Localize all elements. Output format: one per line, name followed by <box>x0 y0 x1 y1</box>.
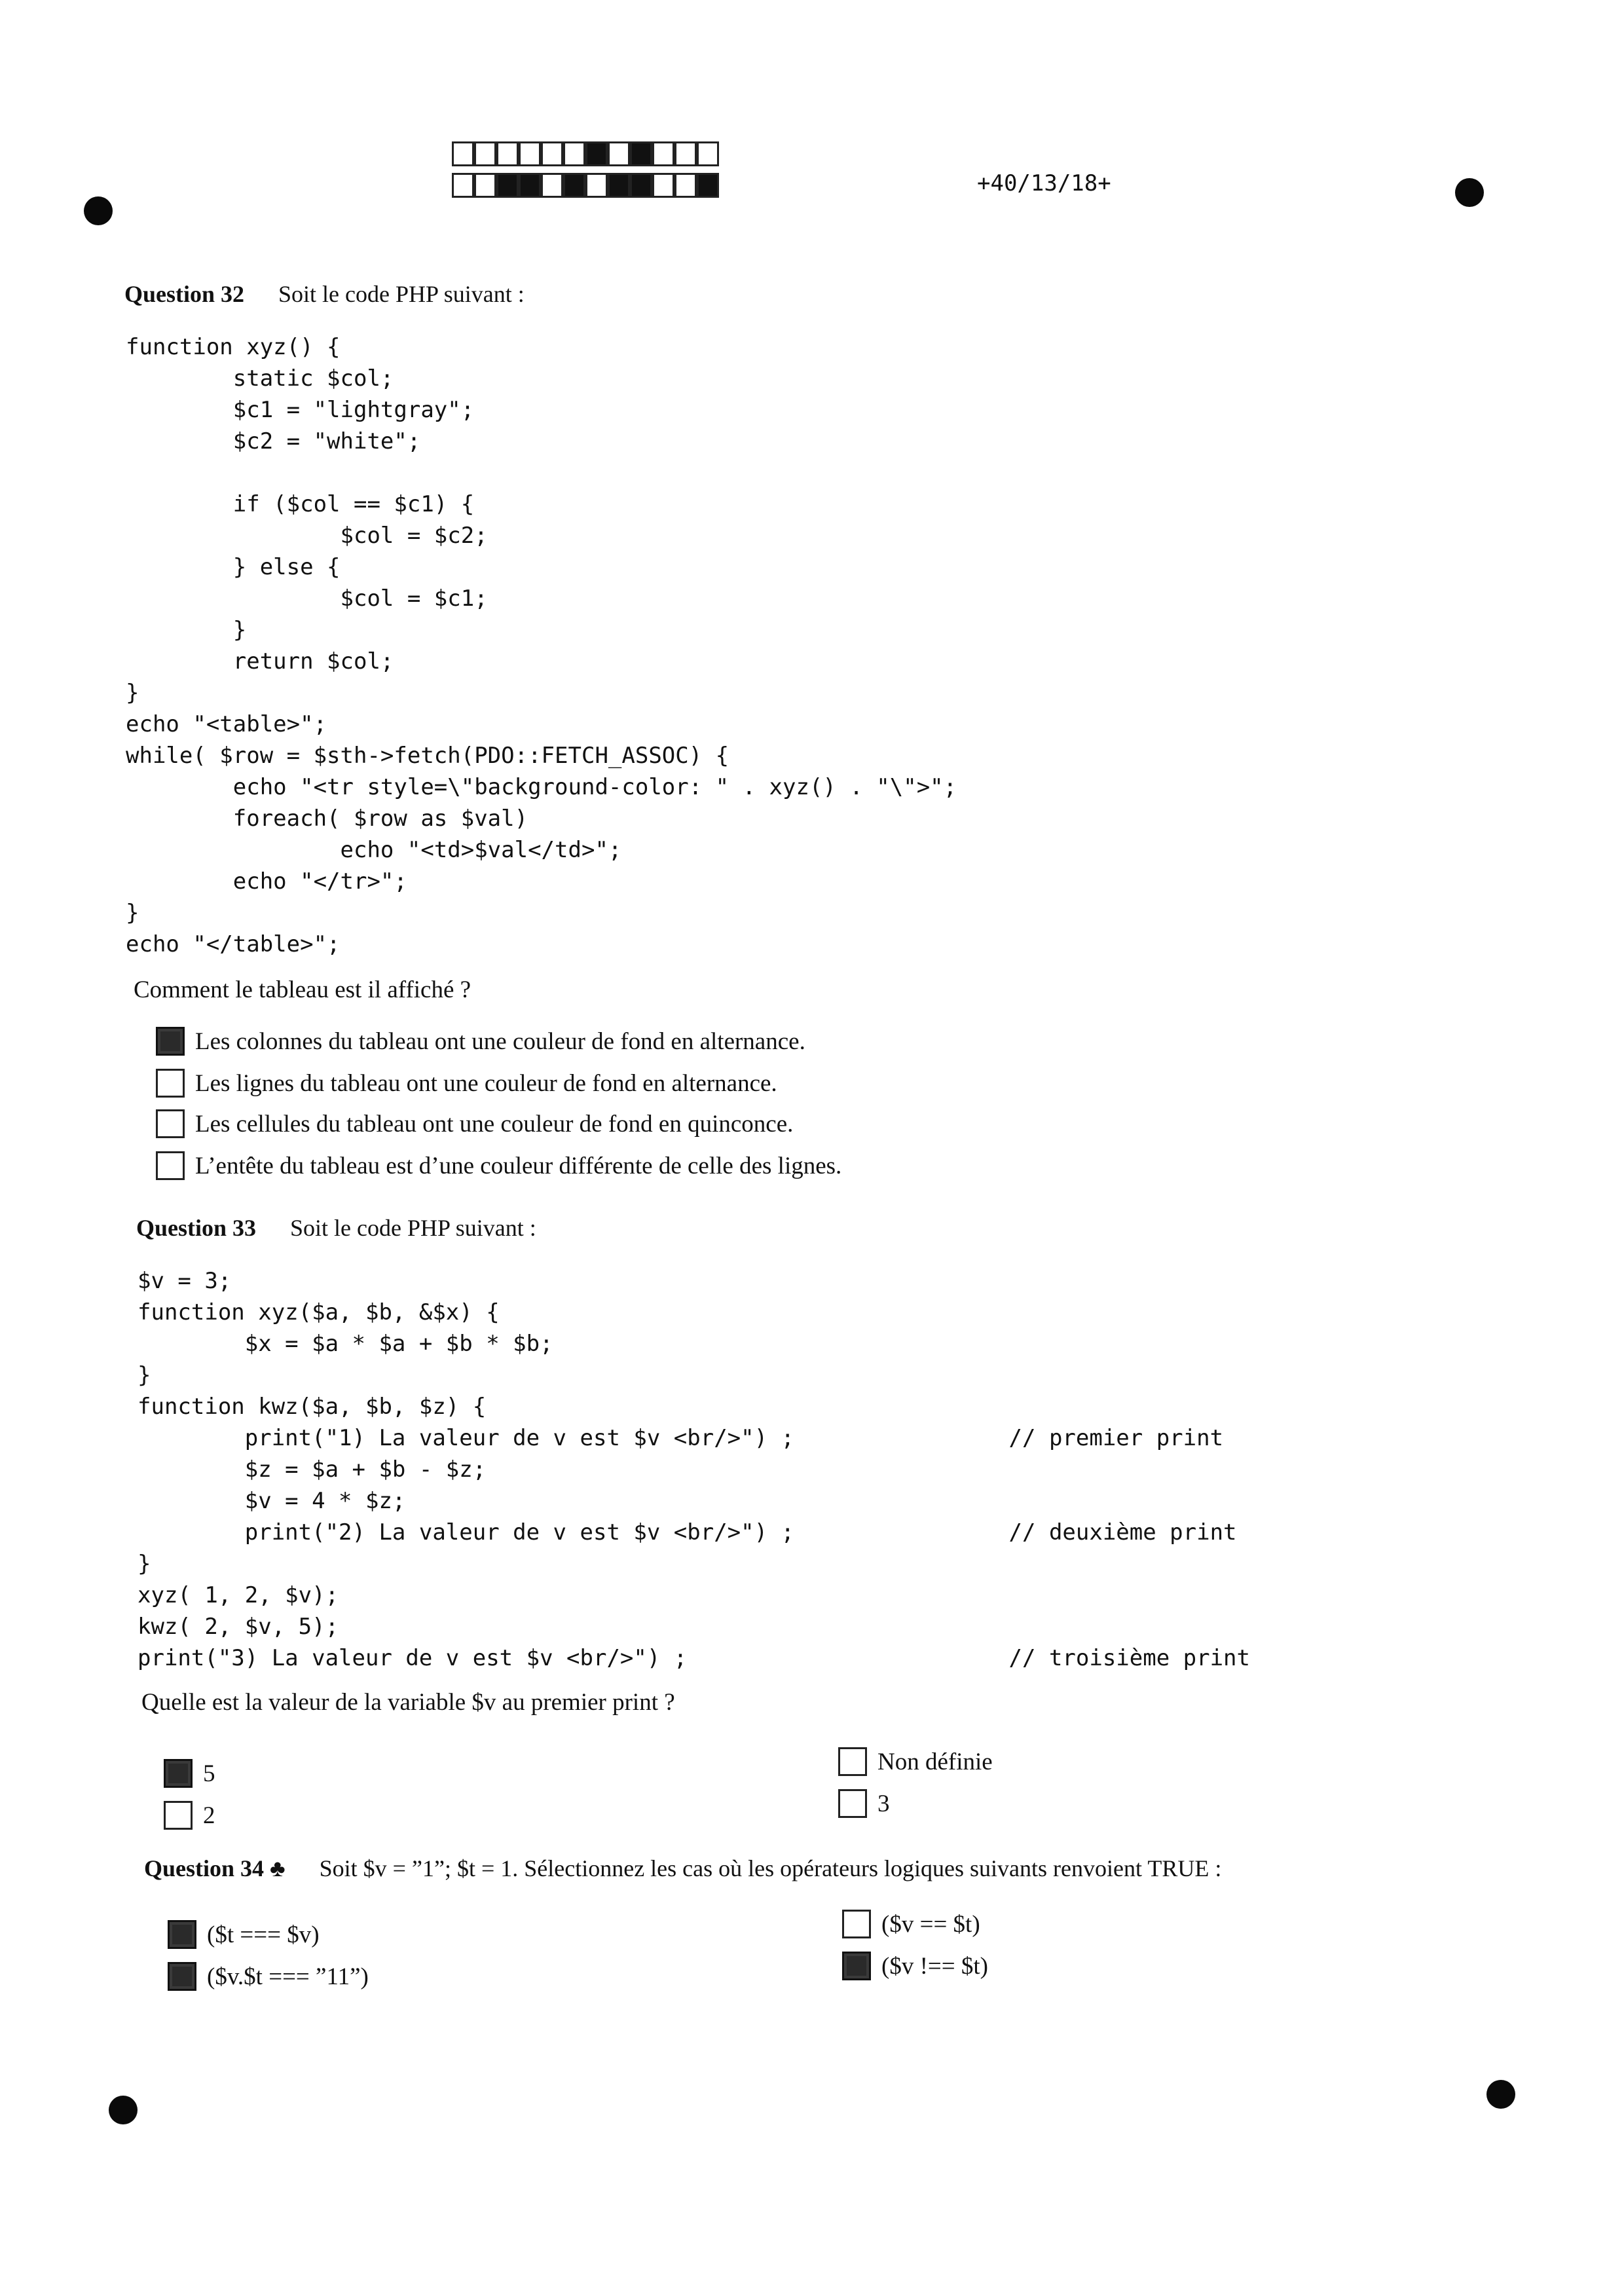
registration-dot-top-right <box>1455 178 1484 207</box>
barcode-cell <box>474 141 496 166</box>
answer-choice[interactable] <box>156 1069 777 1098</box>
question-32-header <box>124 280 525 308</box>
question-text: Soit le code PHP suivant : <box>290 1215 536 1241</box>
question-prompt: Quelle est la valeur de la variable $v au premier print ? <box>141 1689 675 1716</box>
checkbox[interactable] <box>168 1962 196 1991</box>
barcode-cell <box>541 141 563 166</box>
answer-choice[interactable] <box>838 1747 993 1776</box>
barcode-cell <box>608 141 630 166</box>
php-code-block: function xyz() { static $col; $c1 = "lightgray"; $c2 = "white"; if ($col == $c1) { $col = $c2; } else { $col = $c1; } return $col; } echo "<table>"; while( $row = $sth->fetch(PDO::FETCH_ASSOC) { echo "<tr style=\"background-color: " . xyz() . "\">"; foreach( $row as $val) echo "<td>$val</td>"; echo "</tr>"; } echo "</table>"; <box>126 334 957 957</box>
barcode-cell <box>697 141 719 166</box>
question-34-header <box>144 1855 1221 1882</box>
barcode-cell <box>585 141 608 166</box>
answer-choice[interactable] <box>164 1801 215 1830</box>
question-label: Question 34 ♣ <box>144 1855 286 1881</box>
answer-choice[interactable] <box>156 1027 805 1056</box>
barcode-cell <box>674 173 697 198</box>
barcode-cell <box>496 173 519 198</box>
choice-label: 5 <box>203 1760 215 1787</box>
question-text: Soit le code PHP suivant : <box>278 281 525 307</box>
barcode-cell <box>452 173 474 198</box>
checkbox[interactable] <box>156 1109 185 1138</box>
barcode-cell <box>474 173 496 198</box>
question-label: Question 33 <box>136 1215 257 1241</box>
barcode-cell <box>519 141 541 166</box>
barcode-cell <box>541 173 563 198</box>
checkbox[interactable] <box>842 1952 871 1980</box>
choice-label: 2 <box>203 1802 215 1829</box>
choice-label: 3 <box>877 1790 890 1817</box>
choice-label: ($v.$t === ”11”) <box>207 1963 369 1990</box>
checkbox[interactable] <box>156 1069 185 1098</box>
question-33-header <box>136 1214 536 1242</box>
php-code-block: $v = 3; function xyz($a, $b, &$x) { $x = $a * $a + $b * $b; } function kwz($a, $b, $z) { print("1) La valeur de v est $v <br/>") ; // premier print $z = $a + $b - $z; $v = 4 * $z; print("2) La valeur de v est $v <br/>") ; // deuxième print } xyz( 1, 2, $v); kwz( 2, $v, 5); print("3) La valeur de v est $v <br/>") ; // troisième print <box>138 1268 1250 1671</box>
barcode-cell <box>697 173 719 198</box>
answer-choice[interactable] <box>168 1962 369 1991</box>
answer-choice[interactable] <box>156 1109 793 1138</box>
choice-label: L’entête du tableau est d’une couleur différente de celle des lignes. <box>195 1152 842 1179</box>
copy-id: +40/13/18+ <box>977 170 1111 196</box>
question-text: Soit $v = ”1”; $t = 1. Sélectionnez les cas où les opérateurs logiques suivants renvoient TRUE : <box>319 1855 1222 1881</box>
barcode-cell <box>496 141 519 166</box>
registration-dot-top-left <box>84 196 113 225</box>
checkbox[interactable] <box>842 1910 871 1938</box>
question-label: Question 32 <box>124 281 245 307</box>
question-prompt: Comment le tableau est il affiché ? <box>134 976 471 1003</box>
answer-choice[interactable] <box>838 1789 890 1818</box>
barcode-cell <box>652 173 674 198</box>
answer-choice[interactable] <box>842 1952 988 1980</box>
barcode-cell <box>630 173 652 198</box>
choice-label: ($t === $v) <box>207 1921 320 1948</box>
checkbox[interactable] <box>838 1747 867 1776</box>
checkbox[interactable] <box>164 1759 193 1788</box>
registration-dot-bottom-left <box>109 2096 138 2124</box>
checkbox[interactable] <box>156 1027 185 1056</box>
barcode-cell <box>519 173 541 198</box>
registration-dot-bottom-right <box>1486 2080 1515 2109</box>
barcode-cell <box>608 173 630 198</box>
barcode-cell <box>563 173 585 198</box>
answer-choice[interactable] <box>842 1910 980 1938</box>
barcode-cell <box>452 141 474 166</box>
checkbox[interactable] <box>156 1151 185 1180</box>
choice-label: Non définie <box>877 1748 993 1775</box>
checkbox[interactable] <box>838 1789 867 1818</box>
answer-choice[interactable] <box>156 1151 841 1180</box>
choice-label: ($v !== $t) <box>881 1952 988 1980</box>
barcode-row-2 <box>452 173 719 198</box>
barcode-cell <box>674 141 697 166</box>
choice-label: ($v == $t) <box>881 1910 980 1938</box>
barcode-cell <box>630 141 652 166</box>
answer-choice[interactable] <box>164 1759 215 1788</box>
answer-choice[interactable] <box>168 1920 320 1949</box>
barcode-cell <box>563 141 585 166</box>
choice-label: Les cellules du tableau ont une couleur de fond en quinconce. <box>195 1110 794 1138</box>
barcode-row-1 <box>452 141 719 166</box>
choice-label: Les colonnes du tableau ont une couleur de fond en alternance. <box>195 1028 805 1055</box>
checkbox[interactable] <box>168 1920 196 1949</box>
barcode-cell <box>585 173 608 198</box>
checkbox[interactable] <box>164 1801 193 1830</box>
choice-label: Les lignes du tableau ont une couleur de fond en alternance. <box>195 1069 777 1097</box>
barcode-cell <box>652 141 674 166</box>
